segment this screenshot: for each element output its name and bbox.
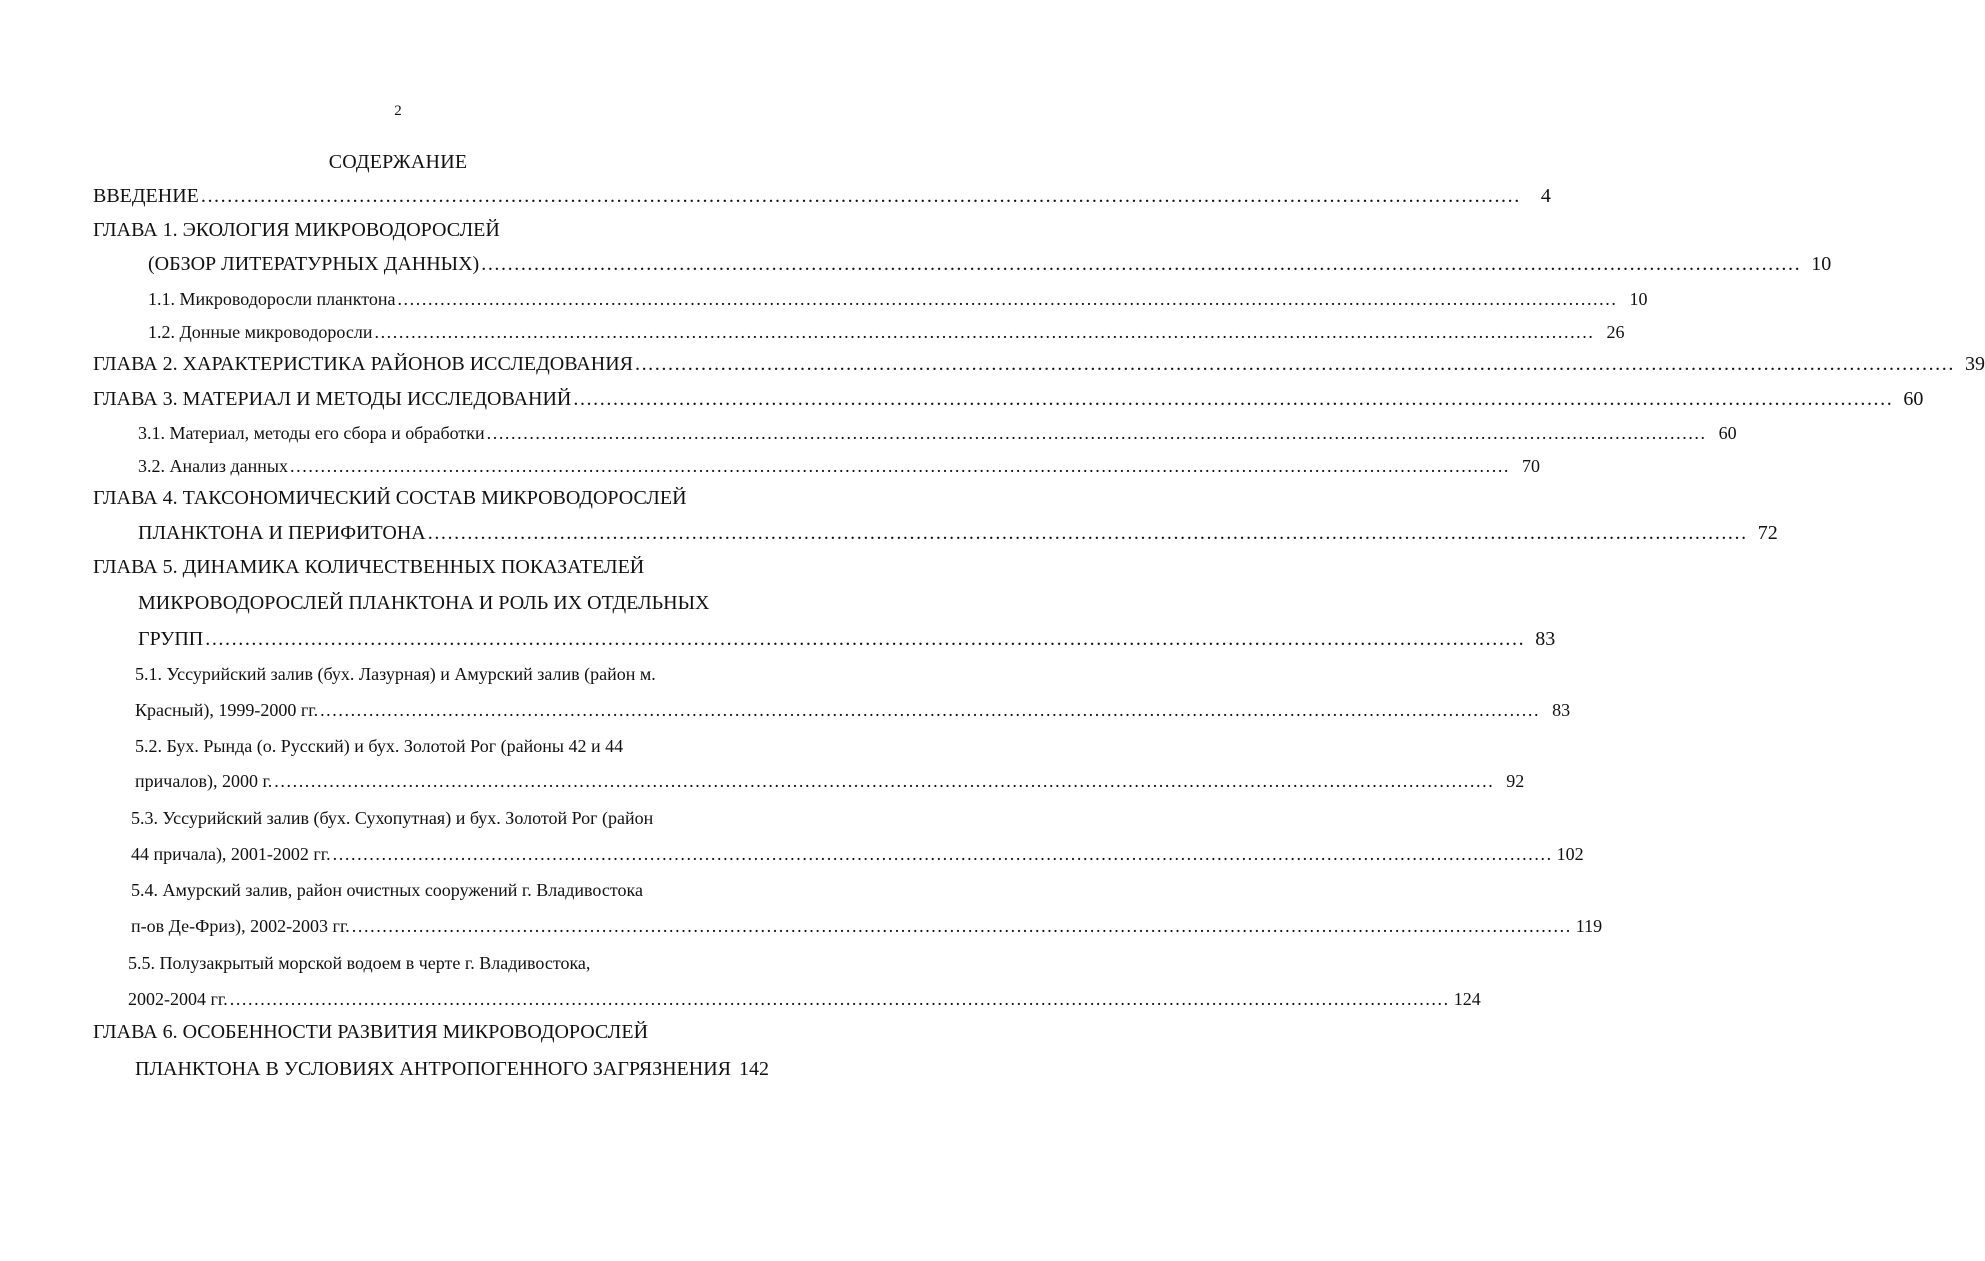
toc-entry-introduction [93, 185, 1551, 213]
toc-entry-chapter-4-cont [138, 522, 1778, 550]
toc-entry-chapter-3 [93, 388, 1924, 416]
toc-entry-section-5-5-cont [128, 989, 1481, 1017]
toc-entry-text: 5.3. Уссурийский залив (бух. Сухопутная) и бух. Золотой Рог (район [131, 808, 654, 828]
toc-leader-dots [230, 989, 1450, 1010]
toc-entry-section-5-3 [131, 808, 739, 836]
toc-entry-text: причалов), 2000 г. [135, 771, 273, 791]
toc-entry-chapter-1-cont [148, 253, 1832, 281]
toc-leader-dots [428, 522, 1748, 545]
toc-entry-page: 83 [1552, 700, 1571, 720]
toc-entry-chapter-6 [93, 1021, 739, 1049]
toc-entry-page: 60 [1903, 388, 1924, 410]
toc-entry-text: МИКРОВОДОРОСЛЕЙ ПЛАНКТОНА И РОЛЬ ИХ ОТДЕЛЬНЫХ [138, 592, 710, 614]
toc-entry-chapter-4 [93, 487, 739, 515]
toc-entry-text: ВВЕДЕНИЕ [93, 185, 199, 207]
toc-entry-page: 70 [1522, 456, 1541, 476]
toc-entry-text: ПЛАНКТОНА В УСЛОВИЯХ АНТРОПОГЕННОГО ЗАГРЯЗНЕНИЯ [135, 1058, 731, 1080]
toc-entry-text: ГЛАВА 2. ХАРАКТЕРИСТИКА РАЙОНОВ ИССЛЕДОВАНИЯ [93, 353, 633, 375]
toc-entry-page: 26 [1606, 322, 1625, 342]
toc-entry-text: 2002-2004 гг. [128, 989, 228, 1009]
toc-leader-dots [352, 916, 1572, 937]
toc-entry-chapter-5-cont [138, 592, 739, 620]
toc-entry-text: ГЛАВА 6. ОСОБЕННОСТИ РАЗВИТИЯ МИКРОВОДОРОСЛЕЙ [93, 1021, 649, 1043]
toc-entry-text: ГЛАВА 3. МАТЕРИАЛ И МЕТОДЫ ИССЛЕДОВАНИЙ [93, 388, 572, 410]
toc-entry-chapter-1 [93, 219, 739, 247]
toc-entry-page: 4 [1540, 185, 1551, 207]
toc-entry-text: п-ов Де-Фриз), 2002-2003 гг. [131, 916, 350, 936]
toc-leader-dots [481, 253, 1801, 276]
toc-entry-page: 119 [1575, 916, 1603, 936]
toc-entry-section-5-5 [128, 953, 739, 981]
toc-title: СОДЕРЖАНИЕ [328, 151, 468, 173]
toc-leader-dots [573, 388, 1893, 411]
toc-entry-section-5-4 [131, 880, 739, 908]
toc-entry-text: ГЛАВА 1. ЭКОЛОГИЯ МИКРОВОДОРОСЛЕЙ [93, 219, 500, 241]
toc-leader-dots [320, 700, 1540, 721]
toc-entry-page: 72 [1757, 522, 1778, 544]
toc-leader-dots [201, 185, 1521, 208]
toc-entry-section-1-1 [148, 289, 1648, 317]
toc-entry-text: 3.2. Анализ данных [138, 456, 289, 476]
toc-leader-dots [487, 423, 1707, 444]
toc-leader-dots [635, 353, 1955, 376]
toc-entry-page: 60 [1718, 423, 1737, 443]
toc-entry-page: 83 [1535, 628, 1556, 650]
toc-entry-chapter-2 [93, 353, 1985, 381]
toc-entry-section-3-2 [138, 456, 1541, 484]
toc-entry-chapter-5 [93, 556, 739, 584]
toc-entry-text: ГЛАВА 5. ДИНАМИКА КОЛИЧЕСТВЕННЫХ ПОКАЗАТЕЛЕЙ [93, 556, 645, 578]
toc-entry-page: 10 [1629, 289, 1648, 309]
toc-entry-section-5-1-cont [135, 700, 1571, 728]
toc-entry-text: 44 причала), 2001-2002 гг. [131, 844, 331, 864]
toc-entry-section-5-2-cont [135, 771, 1525, 799]
toc-entry-section-5-2 [135, 736, 739, 764]
toc-entry-page: 92 [1506, 771, 1525, 791]
toc-entry-section-5-4-cont [131, 916, 1603, 944]
toc-leader-dots [290, 456, 1510, 477]
toc-entry-section-1-2 [148, 322, 1625, 350]
toc-entry-page: 10 [1811, 253, 1832, 275]
toc-entry-text: ГРУПП [138, 628, 204, 650]
toc-leader-dots [397, 289, 1617, 310]
toc-entry-chapter-5-cont [138, 628, 1556, 656]
toc-entry-text: 5.1. Уссурийский залив (бух. Лазурная) и Амурский залив (район м. [135, 664, 656, 684]
toc-entry-page: 142 [739, 1058, 769, 1080]
toc-entry-page: 39 [1964, 353, 1985, 375]
toc-entry-text: (ОБЗОР ЛИТЕРАТУРНЫХ ДАННЫХ) [148, 253, 480, 275]
toc-entry-section-5-1 [135, 664, 739, 692]
toc-leader-dots [274, 771, 1494, 792]
toc-entry-text: Красный), 1999-2000 гг. [135, 700, 319, 720]
toc-entry-text: 5.4. Амурский залив, район очистных сооружений г. Владивостока [131, 880, 643, 900]
toc-entry-chapter-6-cont [135, 1058, 769, 1086]
toc-leader-dots [374, 322, 1594, 343]
toc-entry-text: 1.2. Донные микроводоросли [148, 322, 373, 342]
toc-entry-text: 3.1. Материал, методы его сбора и обработки [138, 423, 485, 443]
toc-leader-dots [333, 844, 1553, 865]
toc-entry-page: 124 [1453, 989, 1481, 1009]
toc-entry-section-5-3-cont [131, 844, 1584, 872]
toc-entry-page: 102 [1556, 844, 1584, 864]
toc-entry-text: 5.2. Бух. Рында (о. Русский) и бух. Золотой Рог (районы 42 и 44 [135, 736, 624, 756]
page-number: 2 [394, 103, 402, 119]
toc-entry-text: ПЛАНКТОНА И ПЕРИФИТОНА [138, 522, 426, 544]
toc-entry-section-3-1 [138, 423, 1737, 451]
toc-entry-text: ГЛАВА 4. ТАКСОНОМИЧЕСКИЙ СОСТАВ МИКРОВОДОРОСЛЕЙ [93, 487, 687, 509]
toc-leader-dots [205, 628, 1525, 651]
toc-entry-text: 5.5. Полузакрытый морской водоем в черте г. Владивостока, [128, 953, 591, 973]
toc-entry-text: 1.1. Микроводоросли планктона [148, 289, 396, 309]
